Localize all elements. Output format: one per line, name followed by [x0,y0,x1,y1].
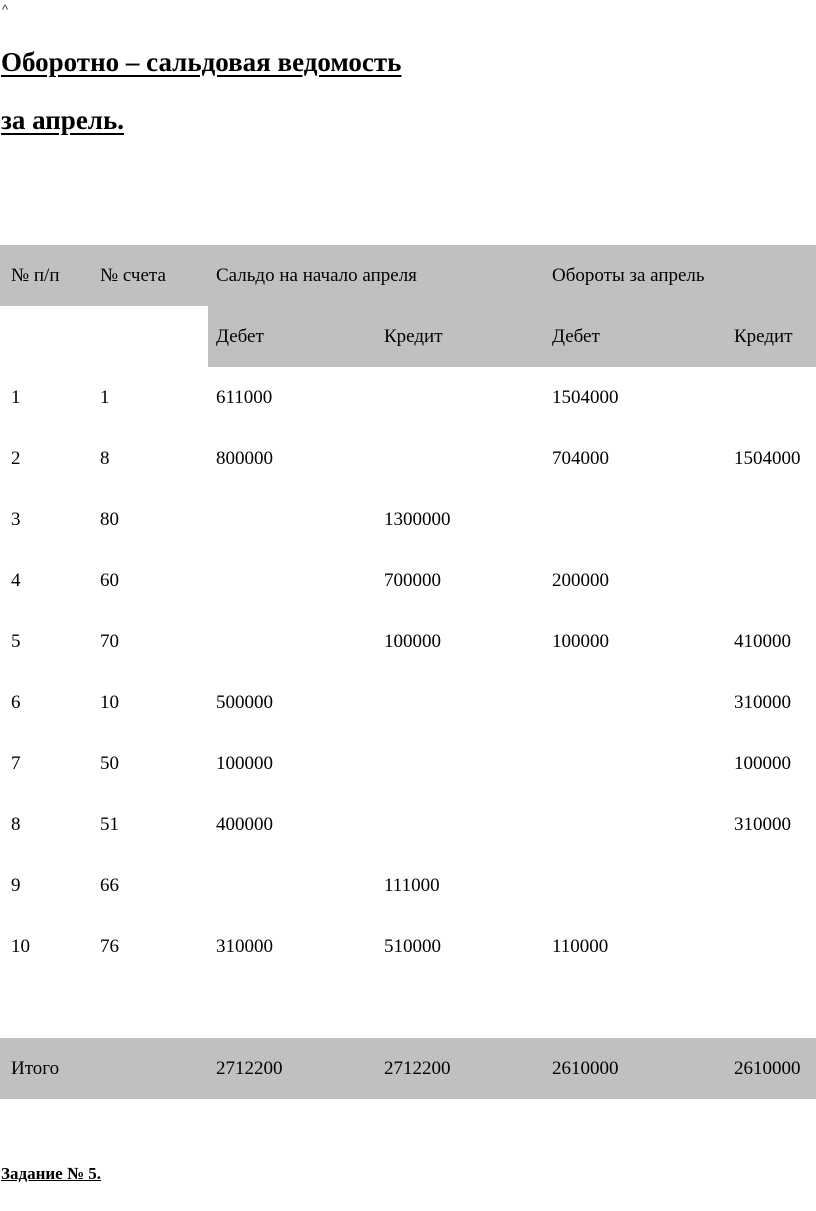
row-number: 2 [11,448,21,469]
row-account: 60 [100,570,119,591]
header-account: № счета [100,265,166,286]
total-turnover-credit: 2610000 [734,1058,801,1079]
subheader-turnover-credit: Кредит [734,326,793,347]
row-account: 70 [100,631,119,652]
header-number: № п/п [11,265,60,286]
row-opening-debit: 310000 [216,936,273,957]
table-row [0,794,816,855]
row-turnover-debit: 110000 [552,936,609,957]
row-number: 10 [11,936,30,957]
table-row [0,855,816,916]
subheader-turnover-debit: Дебет [552,326,600,347]
row-turnover-debit: 1504000 [552,387,619,408]
task-heading: Задание № 5. [1,1164,102,1183]
document-title: Оборотно – сальдовая ведомость [1,47,402,77]
table-row [0,367,816,428]
row-account: 51 [100,814,119,835]
row-number: 7 [11,753,21,774]
subheader-band [208,306,816,367]
row-account: 66 [100,875,119,896]
table-spacer-row [0,977,816,1038]
row-opening-credit: 111000 [384,875,440,896]
header-opening-balance: Сальдо на начало апреля [216,265,417,286]
table-subheader-row [0,306,816,367]
document-subtitle: за апрель. [1,105,124,135]
row-number: 3 [11,509,21,530]
row-number: 9 [11,875,21,896]
row-opening-credit: 100000 [384,631,441,652]
table-header-row [0,245,816,306]
table-total-row [0,1038,816,1099]
table-row [0,489,816,550]
table-row [0,428,816,489]
row-turnover-debit: 704000 [552,448,609,469]
caret-mark: ^ [2,2,9,17]
row-opening-credit: 1300000 [384,509,451,530]
table-row [0,672,816,733]
header-turnover: Обороты за апрель [552,265,705,286]
row-number: 5 [11,631,21,652]
row-account: 76 [100,936,119,957]
row-opening-credit: 510000 [384,936,441,957]
row-opening-debit: 800000 [216,448,273,469]
total-opening-credit: 2712200 [384,1058,451,1079]
table-row [0,611,816,672]
row-opening-debit: 611000 [216,387,273,408]
row-number: 6 [11,692,21,713]
row-turnover-credit: 310000 [734,814,791,835]
row-number: 4 [11,570,21,591]
row-turnover-credit: 310000 [734,692,791,713]
table-row [0,733,816,794]
row-turnover-credit: 410000 [734,631,791,652]
row-account: 10 [100,692,119,713]
row-account: 8 [100,448,110,469]
subheader-opening-credit: Кредит [384,326,443,347]
row-number: 1 [11,387,21,408]
total-opening-debit: 2712200 [216,1058,283,1079]
table-row [0,916,816,977]
total-label: Итого [11,1058,60,1079]
turnover-balance-table [0,245,816,1099]
row-turnover-credit: 1504000 [734,448,801,469]
row-turnover-debit: 100000 [552,631,609,652]
table-row [0,550,816,611]
row-opening-debit: 500000 [216,692,273,713]
row-opening-credit: 700000 [384,570,441,591]
row-turnover-debit: 200000 [552,570,609,591]
row-turnover-credit: 100000 [734,753,791,774]
row-opening-debit: 100000 [216,753,273,774]
total-turnover-debit: 2610000 [552,1058,619,1079]
row-account: 1 [100,387,110,408]
row-opening-debit: 400000 [216,814,273,835]
row-account: 80 [100,509,119,530]
row-account: 50 [100,753,119,774]
subheader-opening-debit: Дебет [216,326,264,347]
row-number: 8 [11,814,21,835]
